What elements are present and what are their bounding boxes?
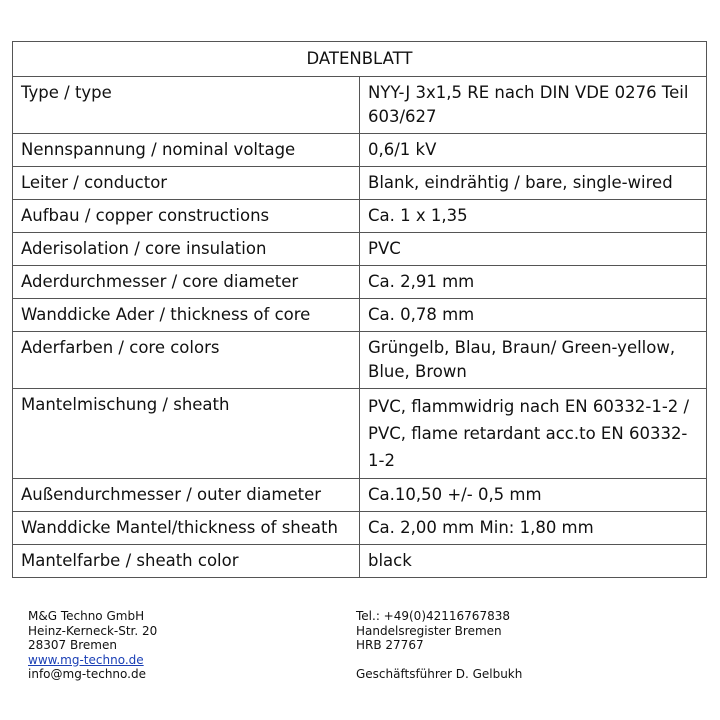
row-value-sheath: PVC, flammwidrig nach EN 60332-1-2 / PVC, flame retardant acc.to EN 60332-1-2 — [360, 389, 707, 479]
company-register: Handelsregister Bremen — [356, 623, 502, 638]
company-phone: Tel.: +49(0)42116767838 — [356, 609, 510, 623]
table-row — [13, 77, 707, 134]
footer-address — [28, 609, 157, 682]
table-title-row — [13, 42, 707, 77]
footer-spacer — [356, 653, 522, 668]
company-email: info@mg-techno.de — [28, 667, 146, 681]
row-value-conductor: Blank, eindrähtig / bare, single-wired — [360, 167, 707, 200]
row-value-core-colors: Grüngelb, Blau, Braun/ Green-yellow, Blue, Brown — [360, 332, 707, 389]
table-row — [13, 167, 707, 200]
row-label-core-colors: Aderfarben / core colors — [13, 332, 360, 389]
row-label-copper-constructions: Aufbau / copper constructions — [13, 200, 360, 233]
company-street: Heinz-Kerneck-Str. 20 — [28, 623, 158, 638]
row-value-thickness-of-core: Ca. 0,78 mm — [360, 299, 707, 332]
row-label-nominal-voltage: Nennspannung / nominal voltage — [13, 134, 360, 167]
row-label-thickness-of-sheath: Wanddicke Mantel/thickness of sheath — [13, 512, 360, 545]
company-ceo: Geschäftsführer D. Gelbukh — [356, 667, 523, 681]
row-value-core-diameter: Ca. 2,91 mm — [360, 266, 707, 299]
datasheet-title: DATENBLATT — [13, 42, 707, 77]
row-label-conductor: Leiter / conductor — [13, 167, 360, 200]
table-row — [13, 233, 707, 266]
row-label-thickness-of-core: Wanddicke Ader / thickness of core — [13, 299, 360, 332]
row-value-thickness-of-sheath: Ca. 2,00 mm Min: 1,80 mm — [360, 512, 707, 545]
row-label-sheath-color: Mantelfarbe / sheath color — [13, 545, 360, 578]
row-value-copper-constructions: Ca. 1 x 1,35 — [360, 200, 707, 233]
row-label-core-insulation: Aderisolation / core insulation — [13, 233, 360, 266]
row-value-outer-diameter: Ca.10,50 +/- 0,5 mm — [360, 479, 707, 512]
table-row — [13, 479, 707, 512]
row-value-core-insulation: PVC — [360, 233, 707, 266]
row-label-type: Type / type — [13, 77, 360, 134]
table-row — [13, 299, 707, 332]
row-label-sheath: Mantelmischung / sheath — [13, 389, 360, 479]
website-link[interactable]: www.mg-techno.de — [28, 652, 144, 667]
row-label-outer-diameter: Außendurchmesser / outer diameter — [13, 479, 360, 512]
table-row — [13, 389, 707, 479]
row-label-core-diameter: Aderdurchmesser / core diameter — [13, 266, 360, 299]
company-name: M&G Techno GmbH — [28, 609, 145, 623]
datasheet-table — [12, 41, 707, 578]
row-value-type: NYY-J 3x1,5 RE nach DIN VDE 0276 Teil 603/627 — [360, 77, 707, 134]
footer-registration — [356, 609, 522, 682]
company-city: 28307 Bremen — [28, 638, 117, 652]
table-row — [13, 134, 707, 167]
table-row — [13, 545, 707, 578]
table-row — [13, 512, 707, 545]
table-row — [13, 200, 707, 233]
table-row — [13, 332, 707, 389]
table-row — [13, 266, 707, 299]
company-hrb: HRB 27767 — [356, 638, 424, 652]
row-value-nominal-voltage: 0,6/1 kV — [360, 134, 707, 167]
row-value-sheath-color: black — [360, 545, 707, 578]
